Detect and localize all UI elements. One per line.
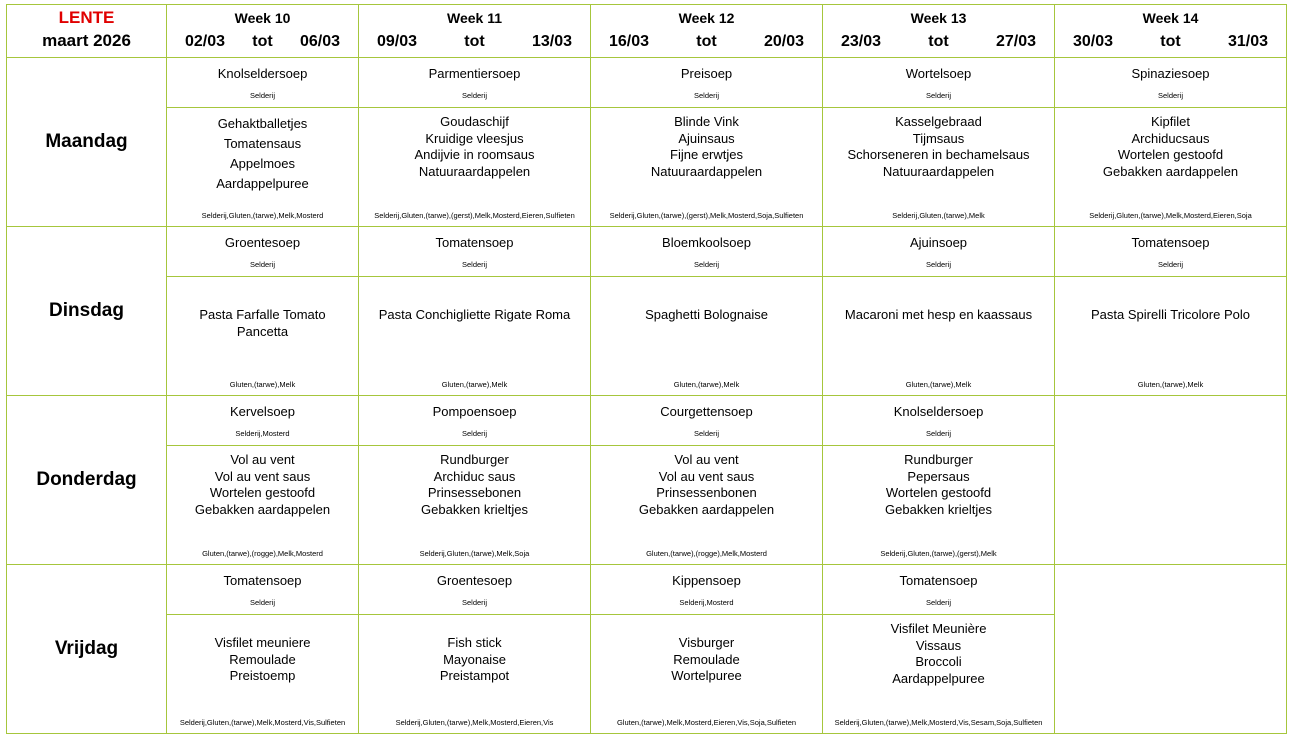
soup-allergens: Selderij — [925, 429, 951, 438]
main-course-item: Rundburger — [904, 452, 973, 467]
main-course-cell — [359, 108, 591, 227]
date-to: 20/03 — [763, 33, 804, 50]
main-course-item: Prinsessenbonen — [656, 485, 757, 500]
week-header — [591, 5, 823, 58]
soup-cell — [823, 58, 1055, 108]
date-sep: tot — [252, 33, 273, 50]
main-allergens: Selderij,Gluten,(tarwe),Melk,Mosterd,Vis,Sulfieten — [179, 718, 346, 727]
main-course-list — [591, 277, 822, 324]
main-allergens: Gluten,(tarwe),Melk,Mosterd,Eieren,Vis,Soja,Sulfieten — [616, 718, 797, 727]
main-course-list — [823, 446, 1054, 518]
soup-allergens: Selderij — [693, 429, 719, 438]
main-course-item: Gebakken krieltjes — [885, 501, 992, 517]
main-course-list — [823, 108, 1054, 180]
week-header — [359, 5, 591, 58]
soup-name: Tomatensoep — [435, 235, 514, 250]
main-course-list — [359, 277, 590, 324]
date-from: 16/03 — [609, 33, 650, 50]
season-cell — [7, 5, 167, 58]
date-to: 06/03 — [299, 33, 340, 50]
soup-name: Wortelsoep — [905, 66, 972, 81]
main-course-item: Mayonaise — [443, 651, 506, 667]
week-header — [1055, 5, 1287, 58]
date-to: 13/03 — [531, 33, 572, 50]
soup-name: Preisoep — [680, 66, 733, 81]
main-course-cell — [167, 277, 359, 396]
soup-name: Tomatensoep — [899, 573, 978, 588]
soup-cell — [167, 58, 359, 108]
date-from: 30/03 — [1073, 33, 1114, 50]
main-course-item: Remoulade — [229, 651, 296, 667]
week-label: Week 14 — [1142, 10, 1199, 26]
soup-cell — [167, 565, 359, 615]
main-course-cell — [1055, 108, 1287, 227]
main-course-cell — [359, 277, 591, 396]
main-course-item: Tomatensaus — [223, 136, 302, 151]
main-course-item: Kipfilet — [1150, 114, 1191, 129]
day-label: Dinsdag — [7, 227, 167, 396]
main-course-list — [823, 615, 1054, 687]
main-course-item: Tijmsaus — [912, 130, 965, 146]
soup-name: Tomatensoep — [1131, 235, 1210, 250]
main-course-item: Rundburger — [440, 452, 509, 467]
soup-cell — [591, 227, 823, 277]
soup-allergens: Selderij — [693, 260, 719, 269]
main-allergens: Selderij,Gluten,(tarwe),(gerst),Melk,Mosterd,Eieren,Sulfieten — [374, 211, 575, 220]
week-header — [823, 5, 1055, 58]
soup-name: Courgettensoep — [660, 404, 753, 419]
week-header — [167, 5, 359, 58]
soup-allergens: Selderij — [249, 598, 275, 607]
main-course-item: Natuuraardappelen — [882, 163, 995, 179]
week-label: Week 12 — [678, 10, 735, 26]
date-from: 09/03 — [377, 33, 418, 50]
main-course-item: Pancetta — [236, 323, 289, 339]
menu-table — [6, 4, 1287, 734]
main-course-cell — [823, 108, 1055, 227]
soup-allergens: Selderij — [249, 91, 275, 100]
main-allergens: Gluten,(tarwe),Melk — [905, 380, 972, 389]
main-allergens: Gluten,(tarwe),Melk — [441, 380, 508, 389]
main-course-item: Gehaktballetjes — [217, 116, 308, 131]
soup-name: Groentesoep — [224, 235, 301, 250]
main-course-item: Broccoli — [915, 654, 962, 669]
main-course-cell — [591, 108, 823, 227]
main-course-cell — [823, 446, 1055, 565]
soup-allergens: Selderij — [1157, 260, 1183, 269]
main-course-item: Prinsessebonen — [427, 485, 522, 500]
main-course-item: Preistoemp — [229, 668, 296, 683]
main-course-list — [359, 446, 590, 518]
main-course-item: Preistampot — [439, 668, 510, 683]
main-course-item: Gebakken aardappelen — [638, 501, 775, 517]
soup-allergens: Selderij — [925, 260, 951, 269]
main-course-item: Visfilet meuniere — [214, 635, 311, 650]
main-course-list — [591, 108, 822, 180]
soup-allergens: Selderij,Mosterd — [679, 598, 734, 607]
soup-name: Knolseldersoep — [893, 404, 984, 419]
main-course-list — [1055, 277, 1286, 324]
main-course-list — [167, 108, 358, 194]
main-course-item: Vol au vent — [230, 452, 295, 467]
main-course-item: Vissaus — [915, 637, 962, 653]
main-course-list — [167, 277, 358, 340]
soup-row — [7, 396, 1287, 446]
main-course-item: Andijvie in roomsaus — [414, 147, 535, 162]
main-course-list — [823, 277, 1054, 324]
main-course-cell — [1055, 277, 1287, 396]
soup-allergens: Selderij — [925, 598, 951, 607]
main-allergens: Selderij,Gluten,(tarwe),Melk,Mosterd,Eieren,Soja — [1089, 211, 1252, 220]
soup-cell — [1055, 227, 1287, 277]
date-sep: tot — [696, 33, 717, 50]
main-course-item: Fijne erwtjes — [670, 147, 743, 162]
main-course-item: Natuuraardappelen — [650, 163, 763, 179]
main-course-item: Blinde Vink — [674, 114, 739, 129]
main-course-cell — [823, 615, 1055, 734]
main-course-item: Macaroni met hesp en kaassaus — [844, 307, 1033, 322]
week-dates — [359, 30, 590, 54]
main-row — [7, 277, 1287, 396]
date-from: 23/03 — [841, 33, 882, 50]
soup-row — [7, 58, 1287, 108]
main-course-item: Wortelen gestoofd — [209, 485, 316, 500]
main-course-list — [167, 446, 358, 518]
empty-cell — [1055, 565, 1287, 734]
soup-cell — [823, 227, 1055, 277]
soup-cell — [1055, 58, 1287, 108]
main-course-item: Wortelpuree — [671, 668, 742, 683]
main-allergens: Selderij,Gluten,(tarwe),(gerst),Melk,Mosterd,Soja,Sulfieten — [609, 211, 804, 220]
day-label: Donderdag — [7, 396, 167, 565]
main-course-cell — [167, 446, 359, 565]
main-course-item: Spaghetti Bolognaise — [645, 307, 768, 322]
main-allergens: Selderij,Gluten,(tarwe),(gerst),Melk — [880, 549, 997, 558]
main-course-item: Vol au vent — [674, 452, 739, 467]
soup-cell — [591, 565, 823, 615]
main-course-list — [1055, 108, 1286, 180]
main-course-item: Vol au vent saus — [214, 468, 311, 484]
soup-allergens: Selderij — [693, 91, 719, 100]
main-course-cell — [167, 108, 359, 227]
soup-cell — [167, 396, 359, 446]
main-allergens: Selderij,Gluten,(tarwe),Melk,Mosterd — [201, 211, 324, 220]
soup-allergens: Selderij,Mosterd — [235, 429, 290, 438]
main-course-item: Appelmoes — [229, 156, 296, 171]
main-course-cell — [591, 277, 823, 396]
soup-cell — [823, 565, 1055, 615]
main-course-item: Ajuinsaus — [678, 130, 735, 146]
main-allergens: Gluten,(tarwe),Melk — [1137, 380, 1204, 389]
soup-allergens: Selderij — [249, 260, 275, 269]
month-title: maart 2026 — [42, 31, 131, 50]
main-course-item: Archiduc saus — [433, 468, 516, 484]
main-allergens: Selderij,Gluten,(tarwe),Melk,Mosterd,Eieren,Vis — [395, 718, 554, 727]
main-course-item: Gebakken aardappelen — [194, 501, 331, 517]
main-course-list — [167, 615, 358, 685]
main-allergens: Selderij,Gluten,(tarwe),Melk — [892, 211, 985, 220]
main-course-item: Archiducsaus — [1131, 130, 1210, 146]
main-course-item: Goudaschijf — [440, 114, 509, 129]
soup-allergens: Selderij — [461, 598, 487, 607]
soup-name: Spinaziesoep — [1131, 66, 1210, 81]
week-label: Week 10 — [234, 10, 291, 26]
soup-name: Ajuinsoep — [909, 235, 968, 250]
week-dates — [591, 30, 822, 54]
empty-cell — [1055, 396, 1287, 565]
soup-name: Parmentiersoep — [428, 66, 521, 81]
soup-cell — [591, 58, 823, 108]
main-course-item: Gebakken krieltjes — [421, 501, 528, 517]
main-allergens: Selderij,Gluten,(tarwe),Melk,Mosterd,Vis,Sesam,Soja,Sulfieten — [834, 718, 1043, 727]
main-allergens: Gluten,(tarwe),(rogge),Melk,Mosterd — [202, 549, 323, 558]
week-dates — [823, 30, 1054, 54]
main-course-item: Pepersaus — [907, 468, 970, 484]
week-dates — [1055, 30, 1286, 54]
main-allergens: Gluten,(tarwe),(rogge),Melk,Mosterd — [646, 549, 767, 558]
main-course-item: Remoulade — [673, 651, 740, 667]
main-course-item: Pasta Farfalle Tomato — [199, 307, 326, 322]
main-course-item: Aardappelpuree — [892, 670, 985, 686]
main-course-item: Kruidige vleesjus — [425, 130, 524, 146]
soup-allergens: Selderij — [461, 429, 487, 438]
main-allergens: Gluten,(tarwe),Melk — [229, 380, 296, 389]
main-course-list — [591, 615, 822, 685]
date-from: 02/03 — [185, 33, 226, 50]
date-sep: tot — [464, 33, 485, 50]
date-sep: tot — [928, 33, 949, 50]
main-course-cell — [359, 615, 591, 734]
soup-name: Pompoensoep — [432, 404, 517, 419]
main-course-item: Aardappelpuree — [216, 176, 309, 191]
main-course-item: Schorseneren in bechamelsaus — [847, 147, 1030, 162]
week-label: Week 11 — [446, 10, 502, 26]
soup-cell — [359, 565, 591, 615]
main-row — [7, 108, 1287, 227]
main-course-item: Fish stick — [447, 635, 502, 650]
soup-name: Kippensoep — [672, 573, 741, 588]
week-label: Week 13 — [910, 10, 967, 26]
soup-allergens: Selderij — [925, 91, 951, 100]
main-course-item: Pasta Spirelli Tricolore Polo — [1091, 307, 1250, 322]
main-course-list — [591, 446, 822, 518]
soup-name: Knolseldersoep — [217, 66, 308, 81]
soup-name: Kervelsoep — [229, 404, 296, 419]
soup-cell — [823, 396, 1055, 446]
main-course-cell — [167, 615, 359, 734]
main-course-item: Visfilet Meunière — [890, 621, 987, 636]
soup-allergens: Selderij — [461, 91, 487, 100]
soup-cell — [359, 58, 591, 108]
header-row — [7, 5, 1287, 58]
main-allergens: Gluten,(tarwe),Melk — [673, 380, 740, 389]
soup-cell — [359, 227, 591, 277]
main-course-item: Pasta Conchigliette Rigate Roma — [378, 307, 571, 322]
soup-row — [7, 565, 1287, 615]
main-course-item: Vol au vent saus — [658, 468, 755, 484]
season-title: LENTE — [58, 8, 115, 27]
main-course-cell — [591, 446, 823, 565]
main-course-cell — [591, 615, 823, 734]
date-to: 31/03 — [1227, 33, 1268, 50]
soup-cell — [591, 396, 823, 446]
main-course-item: Wortelen gestoofd — [1117, 147, 1224, 162]
day-label: Vrijdag — [7, 565, 167, 734]
main-course-item: Wortelen gestoofd — [885, 485, 992, 500]
date-sep: tot — [1160, 33, 1181, 50]
week-dates — [167, 30, 358, 54]
soup-cell — [167, 227, 359, 277]
main-allergens: Selderij,Gluten,(tarwe),Melk,Soja — [419, 549, 530, 558]
main-course-cell — [823, 277, 1055, 396]
soup-row — [7, 227, 1287, 277]
main-course-item: Gebakken aardappelen — [1102, 163, 1239, 179]
main-course-item: Natuuraardappelen — [418, 163, 531, 179]
main-course-item: Visburger — [678, 635, 735, 650]
soup-allergens: Selderij — [461, 260, 487, 269]
main-course-list — [359, 615, 590, 685]
soup-name: Groentesoep — [436, 573, 513, 588]
main-course-item: Kasselgebraad — [895, 114, 982, 129]
soup-name: Tomatensoep — [223, 573, 302, 588]
main-course-cell — [359, 446, 591, 565]
main-course-list — [359, 108, 590, 180]
day-label: Maandag — [7, 58, 167, 227]
soup-name: Bloemkoolsoep — [662, 235, 751, 250]
date-to: 27/03 — [995, 33, 1036, 50]
soup-allergens: Selderij — [1157, 91, 1183, 100]
soup-cell — [359, 396, 591, 446]
